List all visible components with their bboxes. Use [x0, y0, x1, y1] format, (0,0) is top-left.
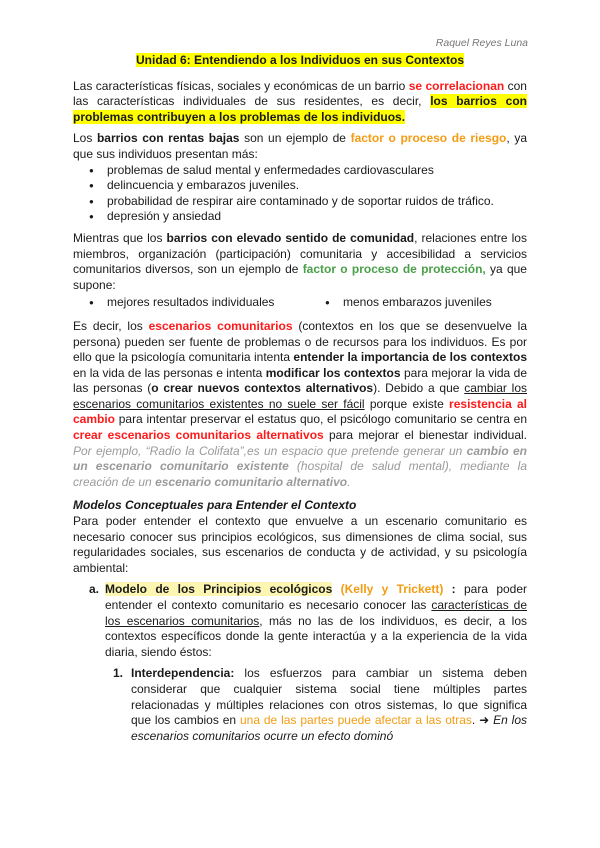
list-item-1: 1. Interdependencia: los esfuerzos para cambiar un sistema deben considerar que cualquier sistema social tiene múltiples partes relacionadas y múltiples relaciones con otros sistemas, lo que significa que los cambios en una de las partes puede afectar a las otras. ➜ En los escenarios comunitarios ocurre un efecto dominó [113, 666, 527, 743]
list-item: ● probabilidad de respirar aire contaminado y de soportar ruidos de tráfico. [95, 194, 527, 210]
paragraph-scenarios: Es decir, los escenarios comunitarios (contextos en los que se desenvuelve la persona) pueden ser fuente de problemas o de recursos para los individuos. Es por ello que la psicología comunitaria intenta entender la importancia de los contextos en la vida de las personas e intenta modificar los contextos para mejorar la vida de las personas (o crear nuevos contextos alternativos). Debido a que cambiar los escenarios comunitarios existentes no suele ser fácil porque existe resistencia al cambio para intentar preservar el estatus quo, el psicólogo comunitario se centra en crear escenarios comunitarios alternativos para mejorar el bienestar individual. Por ejemplo, “Radio la Colifata”,es un espacio que pretende generar un cambio en un escenario comunitario existente (hospital de salud mental), mediante la creación de un escenario comunitario alternativo. [73, 318, 528, 489]
paragraph-risk: Los barrios con rentas bajas son un ejemplo de factor o proceso de riesgo, ya que sus individuos presentan más: [73, 131, 527, 161]
list-item: ● mejores resultados individuales [95, 295, 291, 311]
page-title: Unidad 6: Entendiendo a los Individuos en sus Contextos [135, 53, 465, 67]
list-item: ● depresión y ansiedad [95, 209, 527, 225]
risk-list [73, 163, 527, 225]
list-item: ● menos embarazos juveniles [331, 295, 527, 311]
protection-list [73, 295, 527, 311]
section-heading: Modelos Conceptuales para Entender el Contexto [73, 498, 357, 513]
list-item: ● problemas de salud mental y enfermedades cardiovasculares [95, 163, 527, 179]
author-name: Raquel Reyes Luna [435, 37, 528, 49]
list-item-a: a. Modelo de los Principios ecológicos (Kelly y Trickett) : para poder entender el contexto comunitario es necesario conocer las características de los escenarios comunitarios, más no las de los individuos, es decir, a los contextos específicos donde la gente interactúa y a la experiencia de la vida diaria, siendo éstos: [89, 582, 528, 659]
paragraph-intro: Las características físicas, sociales y económicas de un barrio se correlacionan con las características individuales de sus residentes, es decir, los barrios con problemas contribuyen a los problemas de los individuos. [73, 78, 527, 124]
document-body [73, 53, 527, 744]
list-item: ● delincuencia y embarazos juveniles. [95, 178, 527, 194]
paragraph-protection: Mientras que los barrios con elevado sentido de comunidad, relaciones entre los miembros, organización (participación) comunitaria y accesibilidad a servicios comunitarios diversos, son un ejemplo de factor o proceso de protección, ya que supone: [73, 230, 527, 292]
section-intro: Para poder entender el contexto que envuelve a un escenario comunitario es necesario conocer sus principios ecológicos, sus dimensiones de clima social, sus regularidades sociales, sus escenarios de conducta y de actividad, y su psicología ambiental: [73, 514, 527, 575]
